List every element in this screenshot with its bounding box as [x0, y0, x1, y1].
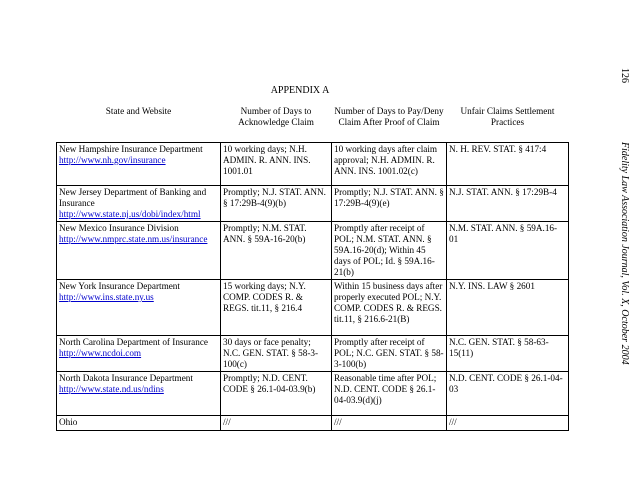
- unfair-practices-cell: N.D. CENT. CODE § 26.1-04-03: [447, 372, 569, 416]
- unfair-practices-cell: N.Y. INS. LAW § 2601: [447, 280, 569, 336]
- pay-deny-cell: Promptly after receipt of POL; N.C. GEN. STAT. § 58-3-100(b): [332, 336, 447, 372]
- pay-deny-cell: 10 working days after claim approval; N.H. ADMIN. R. ANN. INS. 1001.02(c): [332, 143, 447, 186]
- state-cell: [57, 186, 221, 222]
- state-cell: [57, 416, 221, 431]
- unfair-practices-cell: N.M. STAT. ANN. § 59A.16-01: [447, 222, 569, 280]
- acknowledge-cell: Promptly; N.M. STAT. ANN. § 59A-16-20(b): [221, 222, 332, 280]
- acknowledge-cell: Promptly; N.D. CENT. CODE § 26.1-04-03.9(b): [221, 372, 332, 416]
- state-cell: [57, 222, 221, 280]
- state-website-link[interactable]: http://www.nmprc.state.nm.us/insurance: [59, 234, 208, 244]
- acknowledge-cell: Promptly; N.J. STAT. ANN. § 17:29B-4(9)(b): [221, 186, 332, 222]
- state-cell: [57, 143, 221, 186]
- state-cell: [57, 372, 221, 416]
- state-website-link[interactable]: http://www.state.nd.us/ndins: [59, 384, 164, 394]
- state-website-link[interactable]: http://www.ins.state.ny.us: [59, 292, 154, 302]
- page-number: 126: [619, 68, 630, 83]
- state-name: North Dakota Insurance Department: [59, 373, 193, 383]
- state-name: New Jersey Department of Banking and Insurance: [59, 187, 207, 208]
- table-row: [57, 416, 569, 431]
- pay-deny-cell: Within 15 business days after properly executed POL; N.Y. COMP. CODES R. & REGS. tit.11, § 216.6-21(B): [332, 280, 447, 336]
- table-row: [57, 186, 569, 222]
- header-state: State and Website: [105, 106, 172, 116]
- state-website-link[interactable]: http://www.state.nj.us/dobi/index/html: [59, 209, 201, 219]
- unfair-practices-cell: N.J. STAT. ANN. § 17:29B-4: [447, 186, 569, 222]
- state-name: New York Insurance Department: [59, 281, 180, 291]
- state-cell: [57, 336, 221, 372]
- appendix-title: APPENDIX A: [270, 85, 330, 96]
- pay-deny-cell: Promptly after receipt of POL; N.M. STAT. ANN. § 59A.16-20(d); Within 45 days of POL; Id. § 59A.16-21(b): [332, 222, 447, 280]
- acknowledge-cell: 10 working days; N.H. ADMIN. R. ANN. INS. 1001.01: [221, 143, 332, 186]
- state-cell: [57, 280, 221, 336]
- state-website-link[interactable]: http://www.nh.gov/insurance: [59, 155, 166, 165]
- acknowledge-cell: ///: [221, 416, 332, 431]
- unfair-practices-cell: N. H. REV. STAT. § 417:4: [447, 143, 569, 186]
- acknowledge-cell: 30 days or face penalty; N.C. GEN. STAT. § 58-3-100(c): [221, 336, 332, 372]
- unfair-practices-cell: ///: [447, 416, 569, 431]
- header-acknowledge: Number of Days to Acknowledge Claim: [238, 106, 314, 127]
- header-pay-deny: Number of Days to Pay/Deny Claim After Proof of Claim: [334, 106, 444, 127]
- table-row: [57, 222, 569, 280]
- claims-table: [56, 106, 569, 431]
- pay-deny-cell: Promptly; N.J. STAT. ANN. § 17:29B-4(9)(e): [332, 186, 447, 222]
- state-name: North Carolina Department of Insurance: [59, 337, 208, 347]
- state-name: New Mexico Insurance Division: [59, 223, 179, 233]
- table-row: [57, 336, 569, 372]
- acknowledge-cell: 15 working days; N.Y. COMP. CODES R. & REGS. tit.11, § 216.4: [221, 280, 332, 336]
- vertical-margin-header: [552, 0, 638, 493]
- header-unfair-practices: Unfair Claims Settlement Practices: [460, 106, 555, 127]
- state-name: Ohio: [59, 417, 78, 427]
- table-header-row: [57, 106, 569, 143]
- pay-deny-cell: Reasonable time after POL; N.D. CENT. CODE § 26.1-04-03.9(d)(j): [332, 372, 447, 416]
- running-head: Fidelity Law Association Journal, Vol. X, October 2004: [619, 142, 630, 365]
- state-name: New Hampshire Insurance Department: [59, 144, 203, 154]
- unfair-practices-cell: N.C. GEN. STAT. § 58-63-15(11): [447, 336, 569, 372]
- table-row: [57, 280, 569, 336]
- state-website-link[interactable]: http://www.ncdoi.com: [59, 348, 142, 358]
- pay-deny-cell: ///: [332, 416, 447, 431]
- table-row: [57, 143, 569, 186]
- table-row: [57, 372, 569, 416]
